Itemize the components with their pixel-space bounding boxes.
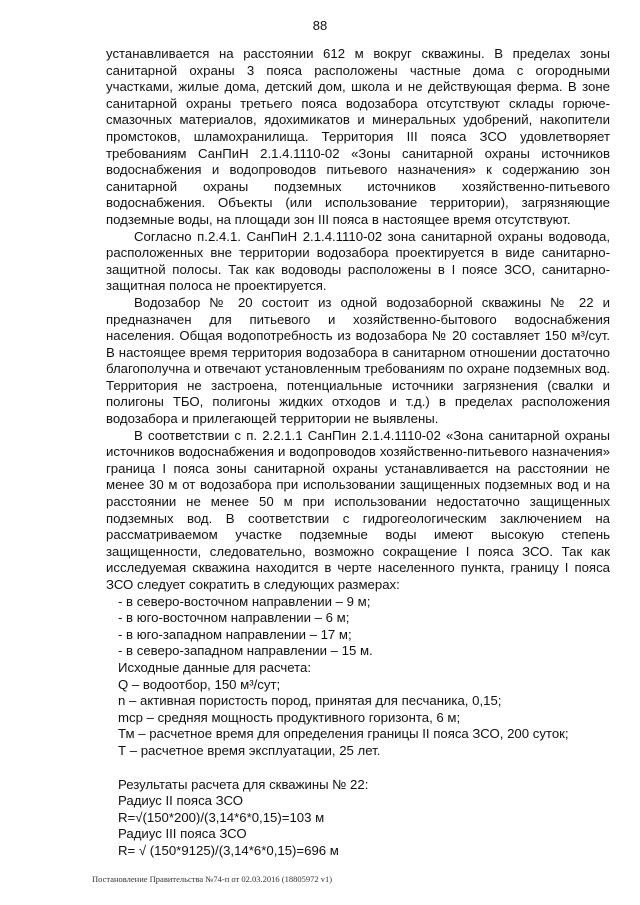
direction-southwest: - в юго-западном направлении – 17 м; (118, 626, 352, 642)
direction-list (106, 594, 610, 660)
radius-2-label: Радиус II пояса ЗСО (118, 793, 243, 809)
input-data-section (106, 660, 610, 760)
direction-southeast: - в юго-восточном направлении – 6 м; (118, 610, 350, 626)
input-item-q: Q – водоотбор, 150 м³/сут; (118, 676, 281, 692)
radius-3-label: Радиус III пояса ЗСО (118, 826, 247, 842)
paragraph-sanpin-zone-1: В соответствии с п. 2.2.1.1 СанПин 2.1.4.1110-02 «Зона санитарной охраны источников водоснабжения и водопроводов хозяйственно-питьевого назначения» граница I пояса зоны санитарной охраны устанавливается на расстоянии не менее 30 м от водозабора при использовании защищенных подземных вод и на расстоянии не менее 50 м при использовании недостаточно защищенных подземных вод. В соответствии с гидрогеологическим заключением на рассматриваемом участке подземные воды имеют высокую степень защищенности, следовательно, возможно сокращение I пояса ЗСО. Так как исследуемая скважина находится в черте населенного пункта, границу I пояса ЗСО следует сократить в следующих размерах: (106, 427, 610, 592)
direction-northwest: - в северо-западном направлении – 15 м. (118, 643, 373, 659)
results-section (106, 777, 610, 860)
radius-2-formula: R=√(150*200)/(3,14*6*0,15)=103 м (118, 809, 325, 825)
direction-northeast: - в северо-восточном направлении – 9 м; (118, 593, 371, 609)
paragraph-continued: устанавливается на расстоянии 612 м вокруг скважины. В пределах зоны санитарной охраны 3 пояса расположены частные дома с огородными участками, жилые дома, детский дом, школа и не действующая ферма. В зоне санитарной охраны третьего пояса водозабора отсутствуют склады горюче-смазочных материалов, ядохимикатов и минеральных удобрений, накопители промстоков, шламохранилища. Территория III пояса ЗСО удовлетворяет требованиям СанПиН 2.1.4.1110-02 «Зоны санитарной охраны источников водоснабжения и водопроводов питьевого назначения» к содержанию зон санитарной охраны подземных источников хозяйственно-питьевого водоснабжения. Объекты (или использование территории), загрязняющие подземные воды, на площади зон III пояса в настоящее время отсутствуют. (106, 46, 610, 227)
input-data-heading: Исходные данные для расчета: (118, 659, 312, 675)
paragraph-water-line-zone: Согласно п.2.4.1. СанПиН 2.1.4.1110-02 зона санитарной охраны водовода, расположенных вне территории водозабора проектируется в виде санитарно-защитной полосы. Так как водоводы расположены в I поясе ЗСО, санитарно-защитная полоса не проектируется. (106, 228, 610, 294)
input-item-t: Т – расчетное время эксплуатации, 25 лет. (118, 742, 381, 758)
document-body (106, 46, 610, 860)
results-heading: Результаты расчета для скважины № 22: (118, 776, 369, 792)
footer-note: Постановление Правительства №74-п от 02.03.2016 (18805972 v1) (92, 874, 333, 884)
input-item-n: n – активная пористость пород, принятая для песчаника, 0,15; (118, 693, 502, 709)
input-item-tm: Тм – расчетное время для определения границы II пояса ЗСО, 200 суток; (118, 726, 569, 742)
radius-3-formula: R= √ (150*9125)/(3,14*6*0,15)=696 м (118, 842, 339, 858)
paragraph-water-intake-20: Водозабор № 20 состоит из одной водозаборной скважины № 22 и предназначен для питьевого и хозяйственно-бытового водоснабжения населения. Общая водопотребность из водозабора № 20 составляет 150 м³/сут. В настоящее время территория водозабора в санитарном отношении достаточно благополучна и отвечают установленным требованиям по охране подземных вод. Территория не застроена, потенциальные источники загрязнения (свалки и полигоны ТБО, полигоны жидких отходов и т.д.) в пределах расположения водозабора и прилегающей территории не выявлены. (106, 294, 610, 427)
input-item-m: mср – средняя мощность продуктивного горизонта, 6 м; (118, 709, 461, 725)
page-number: 88 (312, 18, 328, 33)
